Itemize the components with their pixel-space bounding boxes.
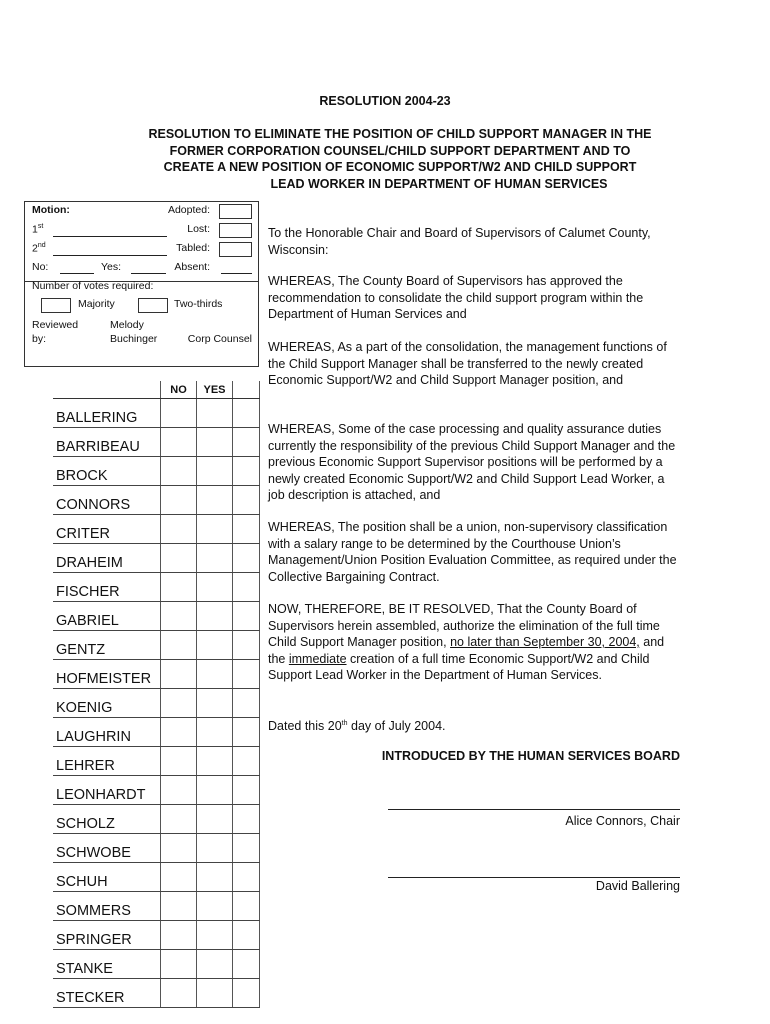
supervisor-name: SCHUH bbox=[53, 863, 161, 892]
yes-vote-cell bbox=[197, 602, 233, 631]
no-vote-cell bbox=[161, 747, 197, 776]
whereas-paragraph-3: WHEREAS, Some of the case processing and quality assurance duties currently the responsibility of the previous Child Support Manager and the previous Economic Support Supervisor positions will be performed by a newly created Economic Support/W2 and Child Support Lead Worker, a job description is attached, and bbox=[268, 422, 676, 502]
no-line bbox=[60, 261, 94, 274]
subtitle-line-2: FORMER CORPORATION COUNSEL/CHILD SUPPORT DEPARTMENT AND TO bbox=[169, 143, 631, 158]
yes-line bbox=[131, 261, 166, 274]
no-label: No: bbox=[32, 261, 49, 273]
extra-vote-cell bbox=[233, 863, 260, 892]
immediate-text: immediate bbox=[288, 651, 347, 666]
vote-table-row bbox=[53, 428, 260, 457]
no-vote-cell bbox=[161, 834, 197, 863]
vote-table-row bbox=[53, 950, 260, 979]
supervisor-name: SCHWOBE bbox=[53, 834, 161, 863]
extra-vote-cell bbox=[233, 689, 260, 718]
vote-table-row bbox=[53, 718, 260, 747]
resolution-subtitle bbox=[110, 126, 690, 192]
first-line bbox=[53, 224, 167, 237]
supervisor-name: BROCK bbox=[53, 457, 161, 486]
no-vote-cell bbox=[161, 544, 197, 573]
extra-vote-cell bbox=[233, 776, 260, 805]
deadline-text: no later than September 30, 2004, bbox=[450, 635, 640, 649]
signature-line-2 bbox=[388, 877, 680, 878]
yes-vote-cell bbox=[197, 486, 233, 515]
no-vote-cell bbox=[161, 515, 197, 544]
second-label: 2nd bbox=[32, 242, 46, 255]
yes-vote-cell bbox=[197, 834, 233, 863]
vote-table-row bbox=[53, 979, 260, 1008]
extra-vote-cell bbox=[233, 805, 260, 834]
supervisor-name: LEHRER bbox=[53, 747, 161, 776]
no-vote-cell bbox=[161, 631, 197, 660]
second-row bbox=[32, 242, 252, 258]
extra-vote-cell bbox=[233, 457, 260, 486]
yes-vote-cell bbox=[197, 892, 233, 921]
supervisor-name: STANKE bbox=[53, 950, 161, 979]
yes-vote-cell bbox=[197, 660, 233, 689]
vote-table-row bbox=[53, 631, 260, 660]
supervisor-name: FISCHER bbox=[53, 573, 161, 602]
signature-line-1 bbox=[388, 809, 680, 810]
lost-box bbox=[219, 223, 252, 238]
yes-vote-cell bbox=[197, 573, 233, 602]
vote-table-row bbox=[53, 776, 260, 805]
extra-vote-cell bbox=[233, 515, 260, 544]
reviewer-last-name: Buchinger bbox=[110, 333, 158, 345]
whereas-paragraph-4: WHEREAS, The position shall be a union, non-supervisory classification with a salary range to be determined by the Courthouse Union’s Management/Union Position Evaluation Committee, as required under the Collective Bargaining Contract. bbox=[268, 520, 677, 584]
vote-table-row bbox=[53, 892, 260, 921]
yes-column-header: YES bbox=[197, 381, 233, 399]
no-vote-cell bbox=[161, 921, 197, 950]
yes-vote-cell bbox=[197, 457, 233, 486]
yes-vote-cell bbox=[197, 399, 233, 428]
no-vote-cell bbox=[161, 718, 197, 747]
reviewed-label: Reviewed bbox=[32, 319, 79, 331]
extra-vote-cell bbox=[233, 892, 260, 921]
yes-vote-cell bbox=[197, 747, 233, 776]
lost-label: Lost: bbox=[187, 223, 210, 235]
yes-vote-cell bbox=[197, 805, 233, 834]
extra-vote-cell bbox=[233, 602, 260, 631]
yes-label: Yes: bbox=[101, 261, 122, 273]
first-row bbox=[32, 223, 252, 239]
supervisor-name: DRAHEIM bbox=[53, 544, 161, 573]
extra-vote-cell bbox=[233, 747, 260, 776]
yes-vote-cell bbox=[197, 631, 233, 660]
extra-vote-cell bbox=[233, 486, 260, 515]
supervisor-name: CRITER bbox=[53, 515, 161, 544]
supervisor-name: KOENIG bbox=[53, 689, 161, 718]
votes-required-row bbox=[32, 280, 252, 296]
vote-table-row bbox=[53, 515, 260, 544]
yes-vote-cell bbox=[197, 515, 233, 544]
two-thirds-label: Two-thirds bbox=[174, 298, 223, 310]
supervisor-name: CONNORS bbox=[53, 486, 161, 515]
vote-table-row bbox=[53, 457, 260, 486]
supervisor-name: SCHOLZ bbox=[53, 805, 161, 834]
first-label: 1st bbox=[32, 223, 44, 236]
tally-row bbox=[32, 261, 252, 277]
extra-vote-cell bbox=[233, 979, 260, 1008]
extra-vote-cell bbox=[233, 834, 260, 863]
extra-vote-cell bbox=[233, 631, 260, 660]
supervisor-name: LEONHARDT bbox=[53, 776, 161, 805]
no-vote-cell bbox=[161, 660, 197, 689]
adopted-label: Adopted: bbox=[167, 204, 210, 216]
no-vote-cell bbox=[161, 689, 197, 718]
resolved-paragraph: NOW, THEREFORE, BE IT RESOLVED, That the County Board of Supervisors herein assembled, authorize the elimination of the full time Child Support Manager position, no later than September 30, 2004, and the immediate creation of a full time Economic Support/W2 and Child Support Lead Worker in the Department of Human Services. bbox=[268, 602, 665, 682]
yes-vote-cell bbox=[197, 863, 233, 892]
signature-name-1: Alice Connors, Chair bbox=[565, 814, 680, 828]
supervisor-name: SPRINGER bbox=[53, 921, 161, 950]
votes-required-label: Number of votes required: bbox=[32, 280, 154, 292]
two-thirds-box bbox=[138, 298, 168, 313]
yes-vote-cell bbox=[197, 544, 233, 573]
extra-vote-cell bbox=[233, 718, 260, 747]
no-vote-cell bbox=[161, 950, 197, 979]
vote-table bbox=[53, 381, 260, 1008]
supervisor-name: LAUGHRIN bbox=[53, 718, 161, 747]
extra-column-header bbox=[233, 381, 260, 399]
resolution-title: RESOLUTION 2004-23 bbox=[319, 94, 451, 108]
yes-vote-cell bbox=[197, 950, 233, 979]
supervisor-name: HOFMEISTER bbox=[53, 660, 161, 689]
extra-vote-cell bbox=[233, 428, 260, 457]
vote-table-row bbox=[53, 544, 260, 573]
no-vote-cell bbox=[161, 979, 197, 1008]
reviewer-first-name: Melody bbox=[110, 319, 144, 331]
subtitle-line-4: LEAD WORKER IN DEPARTMENT OF HUMAN SERVICES bbox=[270, 176, 608, 191]
salutation: To the Honorable Chair and Board of Supervisors of Calumet County, Wisconsin: bbox=[268, 226, 651, 257]
introduced-by: INTRODUCED BY THE HUMAN SERVICES BOARD bbox=[381, 749, 680, 763]
vote-table-row bbox=[53, 573, 260, 602]
name-column-header bbox=[53, 381, 161, 399]
majority-box bbox=[41, 298, 71, 313]
whereas-paragraph-1: WHEREAS, The County Board of Supervisors has approved the recommendation to consolidate the child support program within the Department of Human Services and bbox=[268, 274, 644, 321]
no-vote-cell bbox=[161, 602, 197, 631]
no-vote-cell bbox=[161, 892, 197, 921]
extra-vote-cell bbox=[233, 573, 260, 602]
extra-vote-cell bbox=[233, 399, 260, 428]
no-vote-cell bbox=[161, 776, 197, 805]
supervisor-name: GABRIEL bbox=[53, 602, 161, 631]
reviewer-role: Corp Counsel bbox=[187, 333, 252, 345]
no-vote-cell bbox=[161, 805, 197, 834]
absent-label: Absent: bbox=[174, 261, 210, 273]
yes-vote-cell bbox=[197, 689, 233, 718]
vote-table-row bbox=[53, 863, 260, 892]
subtitle-line-1: RESOLUTION TO ELIMINATE THE POSITION OF CHILD SUPPORT MANAGER IN THE bbox=[148, 127, 652, 141]
supervisor-name: BALLERING bbox=[53, 399, 161, 428]
reviewed-row bbox=[32, 319, 252, 349]
extra-vote-cell bbox=[233, 660, 260, 689]
vote-table-row bbox=[53, 747, 260, 776]
supervisor-name: SOMMERS bbox=[53, 892, 161, 921]
adopted-box bbox=[219, 204, 252, 219]
extra-vote-cell bbox=[233, 950, 260, 979]
no-column-header: NO bbox=[161, 381, 197, 399]
signature-name-2: David Ballering bbox=[595, 879, 680, 893]
majority-label: Majority bbox=[78, 298, 115, 310]
motion-row bbox=[32, 204, 252, 220]
second-line bbox=[53, 243, 167, 256]
absent-line bbox=[221, 261, 252, 274]
subtitle-line-3: CREATE A NEW POSITION OF ECONOMIC SUPPORT/W2 AND CHILD SUPPORT bbox=[163, 160, 637, 174]
yes-vote-cell bbox=[197, 428, 233, 457]
vote-table-row bbox=[53, 399, 260, 428]
vote-table-row bbox=[53, 660, 260, 689]
vote-type-row bbox=[32, 298, 252, 314]
no-vote-cell bbox=[161, 486, 197, 515]
no-vote-cell bbox=[161, 573, 197, 602]
no-vote-cell bbox=[161, 863, 197, 892]
vote-table-row bbox=[53, 486, 260, 515]
motion-label: Motion: bbox=[32, 204, 70, 216]
motion-box bbox=[24, 201, 259, 367]
vote-table-header bbox=[53, 381, 260, 399]
extra-vote-cell bbox=[233, 921, 260, 950]
tabled-label: Tabled: bbox=[176, 242, 210, 254]
whereas-paragraph-2: WHEREAS, As a part of the consolidation, the management functions of the Child Support Manager shall be transferred to the newly created Economic Support/W2 and Child Support Manager position, and bbox=[268, 340, 667, 387]
supervisor-name: BARRIBEAU bbox=[53, 428, 161, 457]
tabled-box bbox=[219, 242, 252, 257]
yes-vote-cell bbox=[197, 979, 233, 1008]
supervisor-name: STECKER bbox=[53, 979, 161, 1008]
no-vote-cell bbox=[161, 428, 197, 457]
yes-vote-cell bbox=[197, 718, 233, 747]
extra-vote-cell bbox=[233, 544, 260, 573]
no-vote-cell bbox=[161, 457, 197, 486]
supervisor-name: GENTZ bbox=[53, 631, 161, 660]
yes-vote-cell bbox=[197, 921, 233, 950]
vote-table-row bbox=[53, 805, 260, 834]
reviewed-by-label: by: bbox=[32, 333, 47, 345]
dated-line: Dated this 20th day of July 2004. bbox=[268, 719, 446, 734]
yes-vote-cell bbox=[197, 776, 233, 805]
no-vote-cell bbox=[161, 399, 197, 428]
vote-table-row bbox=[53, 689, 260, 718]
vote-table-row bbox=[53, 921, 260, 950]
vote-table-row bbox=[53, 602, 260, 631]
vote-table-row bbox=[53, 834, 260, 863]
